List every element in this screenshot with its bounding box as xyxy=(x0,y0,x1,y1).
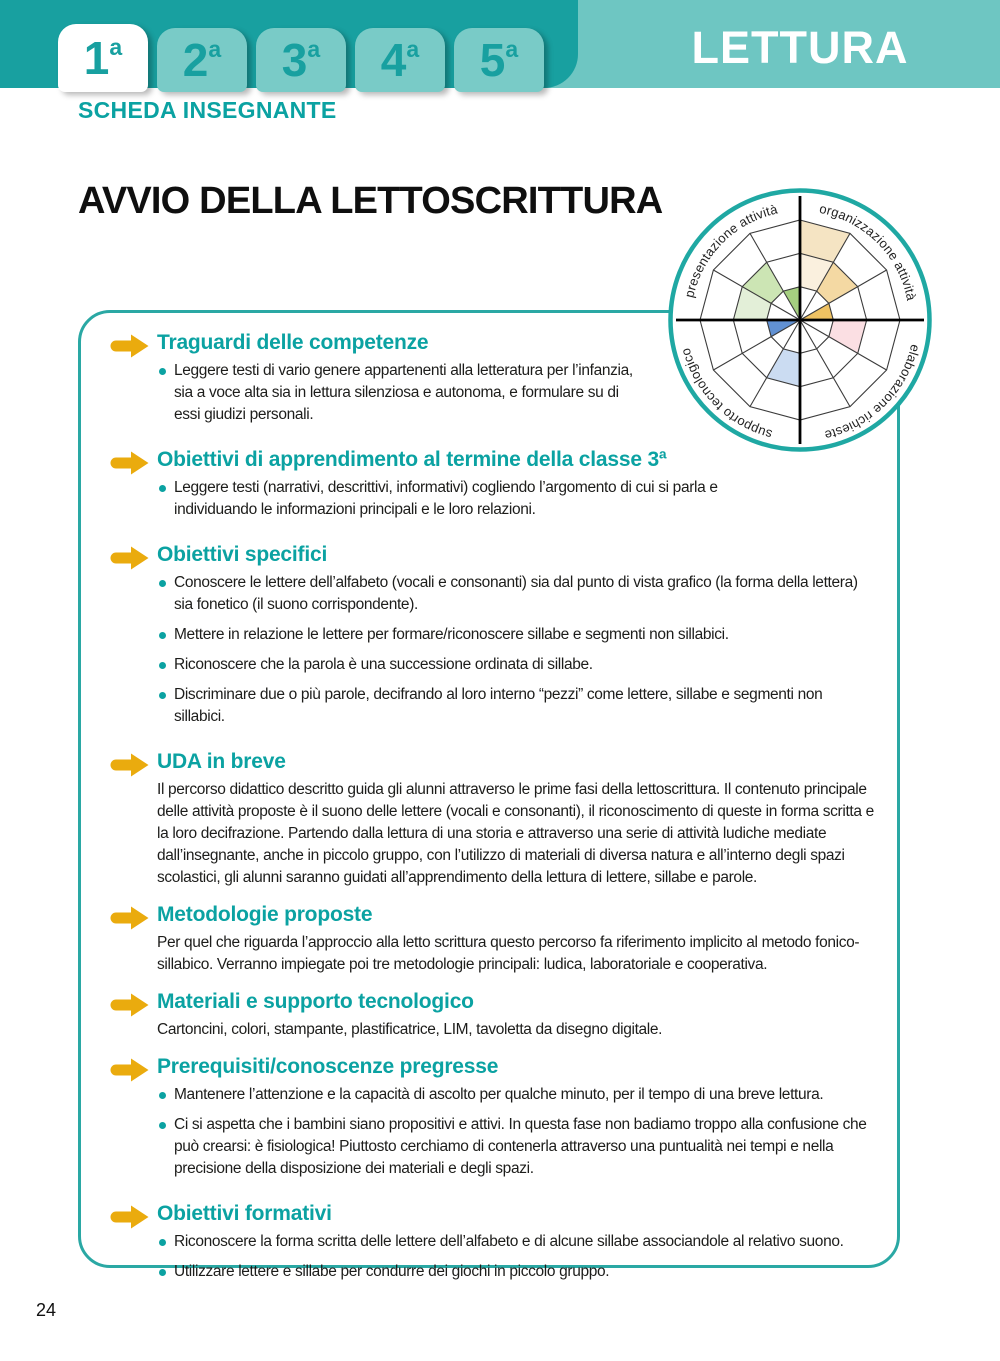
activity-wheel-svg xyxy=(662,182,938,458)
arrow-icon xyxy=(103,1056,151,1084)
section-arrow xyxy=(95,543,157,736)
wheel-label-organizzazione: organizzazione attività xyxy=(818,200,920,302)
arrow-icon xyxy=(103,991,151,1019)
section-body xyxy=(157,1202,875,1291)
tab-ordinal: a xyxy=(505,35,519,62)
section-arrow xyxy=(95,448,157,529)
section-heading: Metodologie proposte xyxy=(157,903,373,926)
section-arrow xyxy=(95,750,157,889)
tab-grade-5[interactable] xyxy=(454,28,544,92)
bullet-item: Riconoscere che la parola è una successione ordinata di sillabe. xyxy=(157,654,875,676)
section xyxy=(95,543,875,736)
section-heading: Obiettivi specifici xyxy=(157,543,328,566)
bullet-item: Leggere testi (narrativi, descrittivi, informativi) cogliendo l’argomento di cui si parla e individuando le informazioni principali e le loro relazioni. xyxy=(157,477,732,521)
wheel-label-elaborazione: elaborazione richieste xyxy=(823,343,924,444)
section-body xyxy=(157,990,875,1041)
bullet-item: Riconoscere la forma scritta delle lettere dell’alfabeto e di alcune sillabe associandole al relativo suono. xyxy=(157,1231,875,1253)
section-paragraph: Il percorso didattico descritto guida gli alunni attraverso le prime fasi della lettoscrittura. Il contenuto principale delle attività proposte è il suono delle lettere (vocali e consonanti), il riconoscimento di queste in forma scritta e la loro decifrazione. Partendo dalla lettura di una storia e attraverso una serie di attività ludiche mediate dall’insegnante, anche in piccolo gruppo, con l’utilizzo di materiali di diversa natura e all’interno degli spazi scolastici, gli alunni saranno guidati all’apprendimento della lettura di lettere, sillabe e parole. xyxy=(157,781,874,886)
wheel-label-presentazione: presentazione attività xyxy=(681,201,780,300)
section-paragraph: Per quel che riguarda l’approccio alla letto scrittura questo percorso fa riferimento implicito al metodo fonico-sillabico. Verranno impiegate poi tre metodologie principali: ludica, laboratoriale e cooperativa. xyxy=(157,934,860,973)
arrow-icon xyxy=(103,751,151,779)
tab-grade-4[interactable] xyxy=(355,28,445,92)
section-body xyxy=(157,448,732,529)
content-sections xyxy=(81,313,897,1291)
section-heading: UDA in breve xyxy=(157,750,286,773)
section-arrow xyxy=(95,331,157,434)
section-bullet-list xyxy=(157,477,732,521)
wheel-label-supporto: supporto tecnologico xyxy=(677,346,774,443)
section-arrow xyxy=(95,1202,157,1291)
section-bullet-list xyxy=(157,1231,875,1283)
section-body xyxy=(157,331,635,434)
arrow-icon xyxy=(103,544,151,572)
tab-number: 2 xyxy=(182,34,209,86)
sheet-type-label: SCHEDA INSEGNANTE xyxy=(78,97,337,123)
bullet-item: Mettere in relazione le lettere per formare/riconoscere sillabe e segmenti non sillabici. xyxy=(157,624,875,646)
bullet-item: Mantenere l’attenzione e la capacità di ascolto per qualche minuto, per il tempo di una breve lettura. xyxy=(157,1084,875,1106)
section-heading: Obiettivi formativi xyxy=(157,1202,332,1225)
section-arrow xyxy=(95,903,157,976)
activity-wheel xyxy=(662,182,938,458)
subject-title: LETTURA xyxy=(691,22,909,73)
section xyxy=(95,448,875,529)
arrow-icon xyxy=(103,1203,151,1231)
section xyxy=(95,990,875,1041)
section xyxy=(95,1055,875,1188)
section-heading: Obiettivi di apprendimento al termine della classe 3ª xyxy=(157,448,667,471)
page-title: AVVIO DELLA LETTOSCRITTURA xyxy=(78,180,663,222)
section-body xyxy=(157,1055,875,1188)
bullet-item: Conoscere le lettere dell’alfabeto (vocali e consonanti) sia dal punto di vista grafico (la forma della lettera) sia fonetico (il suono corrispondente). xyxy=(157,572,875,616)
section-bullet-list xyxy=(157,360,635,426)
tab-ordinal: a xyxy=(109,33,123,60)
bullet-item: Leggere testi di vario genere appartenenti alla letteratura per l’infanzia, sia a voce alta sia in lettura silenziosa e autonoma, e formulare su di essi giudizi personali. xyxy=(157,360,635,426)
section-heading: Materiali e supporto tecnologico xyxy=(157,990,474,1013)
section-arrow xyxy=(95,1055,157,1188)
section xyxy=(95,1202,875,1291)
section-bullet-list xyxy=(157,1084,875,1180)
arrow-icon xyxy=(103,332,151,360)
tab-ordinal: a xyxy=(208,35,222,62)
section xyxy=(95,903,875,976)
section-arrow xyxy=(95,990,157,1041)
tab-ordinal: a xyxy=(406,35,420,62)
tab-number: 5 xyxy=(479,34,506,86)
bullet-item: Ci si aspetta che i bambini siano propositivi e attivi. In questa fase non badiamo troppo alla confusione che può crearsi: è fisiologica! Piuttosto cerchiamo di contenerla attraverso una puntualità nei tempi e nella precisione della disposizione dei materiali e degli spazi. xyxy=(157,1114,875,1180)
section-heading: Traguardi delle competenze xyxy=(157,331,429,354)
tab-number: 3 xyxy=(281,34,308,86)
section-body xyxy=(157,750,875,889)
bullet-item: Discriminare due o più parole, decifrando al loro interno “pezzi” come lettere, sillabe e segmenti non sillabici. xyxy=(157,684,875,728)
page-number: 24 xyxy=(36,1300,57,1320)
section-heading: Prerequisiti/conoscenze pregresse xyxy=(157,1055,499,1078)
tab-number: 4 xyxy=(380,34,407,86)
tab-grade-1[interactable] xyxy=(58,24,148,92)
grade-tabs xyxy=(58,24,544,92)
tab-ordinal: a xyxy=(307,35,321,62)
section-body xyxy=(157,903,875,976)
bullet-item: Utilizzare lettere e sillabe per condurre dei giochi in piccolo gruppo. xyxy=(157,1261,875,1283)
section-paragraph: Cartoncini, colori, stampante, plastificatrice, LIM, tavoletta da disegno digitale. xyxy=(157,1021,663,1038)
section-bullet-list xyxy=(157,572,875,728)
section xyxy=(95,750,875,889)
tab-grade-2[interactable] xyxy=(157,28,247,92)
section-body xyxy=(157,543,875,736)
arrow-icon xyxy=(103,449,151,477)
header-band xyxy=(0,0,1000,88)
arrow-icon xyxy=(103,904,151,932)
tab-grade-3[interactable] xyxy=(256,28,346,92)
tab-number: 1 xyxy=(83,32,110,84)
